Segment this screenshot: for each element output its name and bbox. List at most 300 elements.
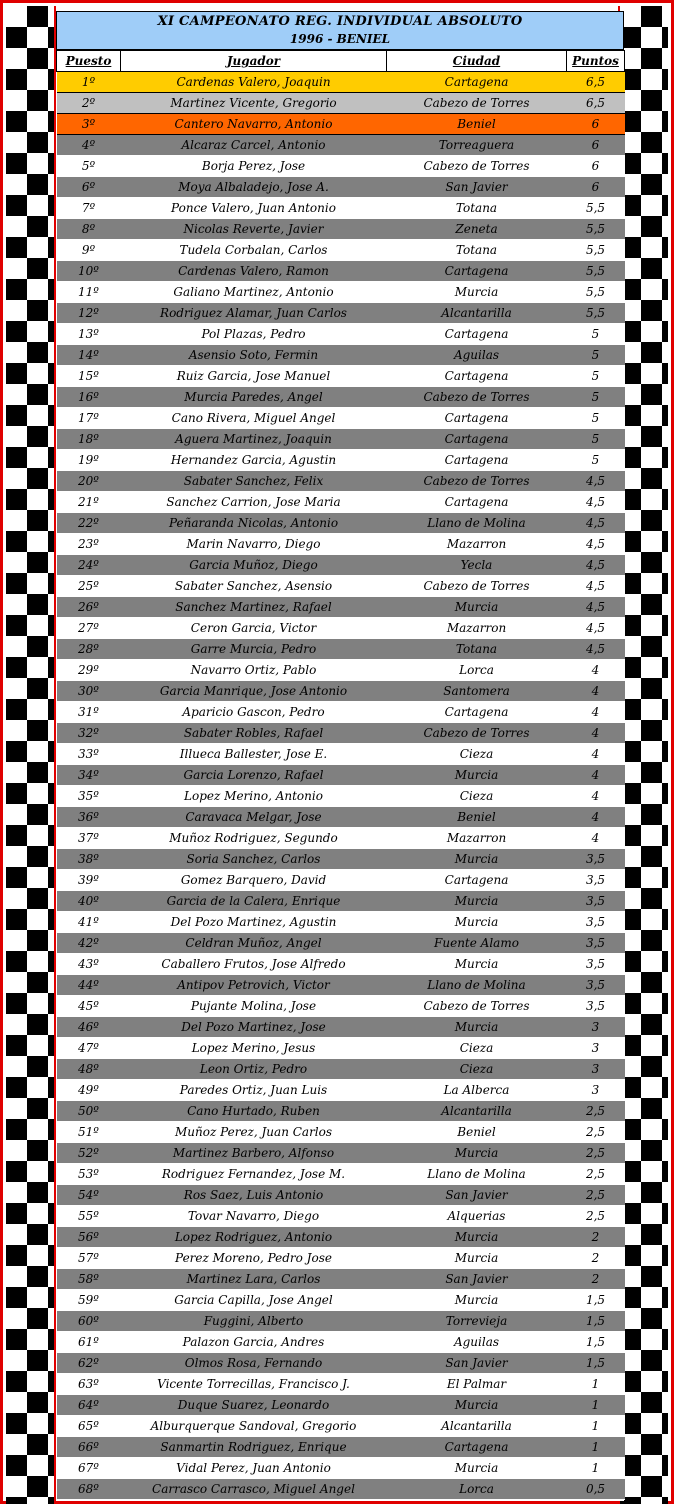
city-cell: Beniel	[387, 114, 567, 135]
championship-title: XI CAMPEONATO REG. INDIVIDUAL ABSOLUTO	[157, 14, 523, 29]
city-cell: Murcia	[387, 1143, 567, 1164]
position-cell: 59º	[57, 1290, 121, 1311]
table-row	[57, 1269, 625, 1290]
player-cell: Ruiz Garcia, Jose Manuel	[121, 366, 387, 387]
points-cell: 2,5	[567, 1101, 625, 1122]
table-row	[57, 807, 625, 828]
table-row	[57, 954, 625, 975]
position-cell: 7º	[57, 198, 121, 219]
points-cell: 6,5	[567, 72, 625, 93]
table-row	[57, 849, 625, 870]
position-cell: 47º	[57, 1038, 121, 1059]
title-banner	[56, 11, 624, 50]
player-cell: Muñoz Perez, Juan Carlos	[121, 1122, 387, 1143]
player-cell: Marin Navarro, Diego	[121, 534, 387, 555]
table-row	[57, 429, 625, 450]
points-cell: 0,5	[567, 1479, 625, 1500]
position-cell: 2º	[57, 93, 121, 114]
position-cell: 8º	[57, 219, 121, 240]
table-row	[57, 891, 625, 912]
city-cell: Cabezo de Torres	[387, 576, 567, 597]
points-cell: 4	[567, 681, 625, 702]
player-cell: Soria Sanchez, Carlos	[121, 849, 387, 870]
table-row	[57, 345, 625, 366]
table-row	[57, 1332, 625, 1353]
table-row	[57, 408, 625, 429]
player-cell: Perez Moreno, Pedro Jose	[121, 1248, 387, 1269]
points-cell: 3,5	[567, 870, 625, 891]
city-cell: San Javier	[387, 1353, 567, 1374]
position-cell: 3º	[57, 114, 121, 135]
position-cell: 63º	[57, 1374, 121, 1395]
points-cell: 4,5	[567, 513, 625, 534]
position-cell: 26º	[57, 597, 121, 618]
table-row	[57, 996, 625, 1017]
points-cell: 2,5	[567, 1122, 625, 1143]
player-cell: Nicolas Reverte, Javier	[121, 219, 387, 240]
table-row	[57, 975, 625, 996]
points-cell: 4	[567, 765, 625, 786]
position-cell: 13º	[57, 324, 121, 345]
city-cell: Zeneta	[387, 219, 567, 240]
points-cell: 2,5	[567, 1143, 625, 1164]
player-cell: Caballero Frutos, Jose Alfredo	[121, 954, 387, 975]
position-cell: 1º	[57, 72, 121, 93]
points-cell: 4,5	[567, 471, 625, 492]
city-cell: Cabezo de Torres	[387, 723, 567, 744]
player-cell: Palazon Garcia, Andres	[121, 1332, 387, 1353]
position-cell: 31º	[57, 702, 121, 723]
table-row	[57, 1248, 625, 1269]
city-cell: Totana	[387, 639, 567, 660]
table-row	[57, 933, 625, 954]
table-row	[57, 1374, 625, 1395]
points-cell: 5	[567, 408, 625, 429]
points-cell: 5,5	[567, 219, 625, 240]
position-cell: 68º	[57, 1479, 121, 1500]
position-cell: 38º	[57, 849, 121, 870]
points-cell: 2,5	[567, 1185, 625, 1206]
position-cell: 10º	[57, 261, 121, 282]
table-row	[57, 261, 625, 282]
position-cell: 30º	[57, 681, 121, 702]
position-cell: 67º	[57, 1458, 121, 1479]
table-row	[57, 1458, 625, 1479]
player-cell: Hernandez Garcia, Agustin	[121, 450, 387, 471]
table-row	[57, 1206, 625, 1227]
city-cell: Cartagena	[387, 450, 567, 471]
city-cell: El Palmar	[387, 1374, 567, 1395]
position-cell: 49º	[57, 1080, 121, 1101]
points-cell: 3,5	[567, 954, 625, 975]
player-cell: Antipov Petrovich, Victor	[121, 975, 387, 996]
position-cell: 61º	[57, 1332, 121, 1353]
position-cell: 54º	[57, 1185, 121, 1206]
points-cell: 4	[567, 723, 625, 744]
player-cell: Garcia Capilla, Jose Angel	[121, 1290, 387, 1311]
city-cell: Cartagena	[387, 702, 567, 723]
position-cell: 35º	[57, 786, 121, 807]
player-cell: Sabater Sanchez, Felix	[121, 471, 387, 492]
player-cell: Caravaca Melgar, Jose	[121, 807, 387, 828]
table-row	[57, 870, 625, 891]
points-cell: 3,5	[567, 849, 625, 870]
player-cell: Asensio Soto, Fermin	[121, 345, 387, 366]
position-cell: 24º	[57, 555, 121, 576]
position-cell: 58º	[57, 1269, 121, 1290]
position-cell: 21º	[57, 492, 121, 513]
checkered-border-right	[618, 6, 668, 1504]
city-cell: Murcia	[387, 597, 567, 618]
player-cell: Tovar Navarro, Diego	[121, 1206, 387, 1227]
position-cell: 25º	[57, 576, 121, 597]
table-row	[57, 786, 625, 807]
table-row	[57, 765, 625, 786]
points-cell: 1	[567, 1395, 625, 1416]
table-row	[57, 702, 625, 723]
table-row	[57, 618, 625, 639]
table-row	[57, 93, 625, 114]
points-cell: 4	[567, 660, 625, 681]
city-cell: Torreaguera	[387, 135, 567, 156]
city-cell: Murcia	[387, 912, 567, 933]
points-cell: 1,5	[567, 1311, 625, 1332]
city-cell: Cartagena	[387, 870, 567, 891]
event-year-location: 1996 - BENIEL	[289, 32, 391, 46]
player-cell: Garcia Manrique, Jose Antonio	[121, 681, 387, 702]
table-row	[57, 681, 625, 702]
table-row	[57, 177, 625, 198]
column-header-city: Ciudad	[387, 51, 567, 72]
city-cell: Murcia	[387, 1227, 567, 1248]
points-cell: 5,5	[567, 261, 625, 282]
table-row	[57, 744, 625, 765]
column-header-position: Puesto	[57, 51, 121, 72]
points-cell: 2,5	[567, 1206, 625, 1227]
table-header-row	[57, 51, 625, 72]
city-cell: Llano de Molina	[387, 975, 567, 996]
city-cell: Aguilas	[387, 345, 567, 366]
city-cell: Alcantarilla	[387, 1101, 567, 1122]
table-row	[57, 534, 625, 555]
player-cell: Pujante Molina, Jose	[121, 996, 387, 1017]
position-cell: 32º	[57, 723, 121, 744]
points-cell: 4,5	[567, 534, 625, 555]
points-cell: 4,5	[567, 597, 625, 618]
position-cell: 53º	[57, 1164, 121, 1185]
points-cell: 1	[567, 1437, 625, 1458]
table-row	[57, 72, 625, 93]
points-cell: 3	[567, 1017, 625, 1038]
player-cell: Sanchez Martinez, Rafael	[121, 597, 387, 618]
position-cell: 27º	[57, 618, 121, 639]
position-cell: 23º	[57, 534, 121, 555]
player-cell: Cantero Navarro, Antonio	[121, 114, 387, 135]
player-cell: Garre Murcia, Pedro	[121, 639, 387, 660]
city-cell: Lorca	[387, 1479, 567, 1500]
position-cell: 43º	[57, 954, 121, 975]
city-cell: San Javier	[387, 1185, 567, 1206]
table-row	[57, 303, 625, 324]
points-cell: 3	[567, 1080, 625, 1101]
city-cell: Murcia	[387, 282, 567, 303]
table-row	[57, 597, 625, 618]
points-cell: 1,5	[567, 1332, 625, 1353]
table-row	[57, 1101, 625, 1122]
position-cell: 56º	[57, 1227, 121, 1248]
table-row	[57, 723, 625, 744]
points-cell: 5	[567, 387, 625, 408]
position-cell: 44º	[57, 975, 121, 996]
column-header-points: Puntos	[567, 51, 625, 72]
table-row	[57, 1353, 625, 1374]
table-row	[57, 1059, 625, 1080]
table-row	[57, 324, 625, 345]
city-cell: Beniel	[387, 1122, 567, 1143]
city-cell: Lorca	[387, 660, 567, 681]
player-cell: Pol Plazas, Pedro	[121, 324, 387, 345]
table-row	[57, 1017, 625, 1038]
position-cell: 64º	[57, 1395, 121, 1416]
points-cell: 1	[567, 1416, 625, 1437]
city-cell: Mazarron	[387, 618, 567, 639]
player-cell: Lopez Merino, Antonio	[121, 786, 387, 807]
player-cell: Leon Ortiz, Pedro	[121, 1059, 387, 1080]
player-cell: Murcia Paredes, Angel	[121, 387, 387, 408]
player-cell: Vidal Perez, Juan Antonio	[121, 1458, 387, 1479]
table-row	[57, 1185, 625, 1206]
position-cell: 16º	[57, 387, 121, 408]
points-cell: 2	[567, 1248, 625, 1269]
table-row	[57, 828, 625, 849]
player-cell: Tudela Corbalan, Carlos	[121, 240, 387, 261]
city-cell: Llano de Molina	[387, 1164, 567, 1185]
table-row	[57, 450, 625, 471]
position-cell: 19º	[57, 450, 121, 471]
points-cell: 2	[567, 1269, 625, 1290]
position-cell: 42º	[57, 933, 121, 954]
player-cell: Garcia de la Calera, Enrique	[121, 891, 387, 912]
position-cell: 29º	[57, 660, 121, 681]
city-cell: San Javier	[387, 177, 567, 198]
player-cell: Moya Albaladejo, Jose A.	[121, 177, 387, 198]
city-cell: Yecla	[387, 555, 567, 576]
points-cell: 4	[567, 828, 625, 849]
city-cell: Cieza	[387, 786, 567, 807]
table-row	[57, 1479, 625, 1500]
table-row	[57, 555, 625, 576]
player-cell: Peñaranda Nicolas, Antonio	[121, 513, 387, 534]
position-cell: 6º	[57, 177, 121, 198]
city-cell: Cieza	[387, 744, 567, 765]
position-cell: 28º	[57, 639, 121, 660]
table-row	[57, 1311, 625, 1332]
player-cell: Sanmartin Rodriguez, Enrique	[121, 1437, 387, 1458]
position-cell: 50º	[57, 1101, 121, 1122]
player-cell: Del Pozo Martinez, Jose	[121, 1017, 387, 1038]
city-cell: Llano de Molina	[387, 513, 567, 534]
city-cell: Cartagena	[387, 492, 567, 513]
points-cell: 2,5	[567, 1164, 625, 1185]
position-cell: 37º	[57, 828, 121, 849]
table-row	[57, 912, 625, 933]
points-cell: 3,5	[567, 912, 625, 933]
city-cell: Cartagena	[387, 261, 567, 282]
player-cell: Vicente Torrecillas, Francisco J.	[121, 1374, 387, 1395]
city-cell: Murcia	[387, 849, 567, 870]
city-cell: Aguilas	[387, 1332, 567, 1353]
table-row	[57, 156, 625, 177]
player-cell: Martinez Vicente, Gregorio	[121, 93, 387, 114]
position-cell: 45º	[57, 996, 121, 1017]
table-row	[57, 1038, 625, 1059]
city-cell: Cabezo de Torres	[387, 387, 567, 408]
player-cell: Martinez Barbero, Alfonso	[121, 1143, 387, 1164]
position-cell: 14º	[57, 345, 121, 366]
city-cell: Totana	[387, 240, 567, 261]
player-cell: Fuggini, Alberto	[121, 1311, 387, 1332]
player-cell: Cano Hurtado, Ruben	[121, 1101, 387, 1122]
table-row	[57, 660, 625, 681]
points-cell: 3	[567, 1059, 625, 1080]
table-row	[57, 1416, 625, 1437]
points-cell: 6,5	[567, 93, 625, 114]
city-cell: Murcia	[387, 1290, 567, 1311]
city-cell: Cartagena	[387, 366, 567, 387]
points-cell: 3,5	[567, 975, 625, 996]
city-cell: Mazarron	[387, 534, 567, 555]
points-cell: 3,5	[567, 996, 625, 1017]
city-cell: Murcia	[387, 1248, 567, 1269]
player-cell: Carrasco Carrasco, Miguel Angel	[121, 1479, 387, 1500]
position-cell: 60º	[57, 1311, 121, 1332]
city-cell: Mazarron	[387, 828, 567, 849]
city-cell: Cabezo de Torres	[387, 156, 567, 177]
points-cell: 4,5	[567, 576, 625, 597]
city-cell: Beniel	[387, 807, 567, 828]
player-cell: Muñoz Rodriguez, Segundo	[121, 828, 387, 849]
table-row	[57, 1395, 625, 1416]
city-cell: Cartagena	[387, 429, 567, 450]
position-cell: 66º	[57, 1437, 121, 1458]
points-cell: 5	[567, 450, 625, 471]
position-cell: 15º	[57, 366, 121, 387]
points-cell: 3,5	[567, 891, 625, 912]
points-cell: 6	[567, 114, 625, 135]
points-cell: 1	[567, 1374, 625, 1395]
player-cell: Duque Suarez, Leonardo	[121, 1395, 387, 1416]
table-row	[57, 387, 625, 408]
table-row	[57, 639, 625, 660]
city-cell: Murcia	[387, 954, 567, 975]
position-cell: 51º	[57, 1122, 121, 1143]
player-cell: Alcaraz Carcel, Antonio	[121, 135, 387, 156]
city-cell: Alquerias	[387, 1206, 567, 1227]
city-cell: Totana	[387, 198, 567, 219]
player-cell: Cardenas Valero, Joaquin	[121, 72, 387, 93]
position-cell: 12º	[57, 303, 121, 324]
city-cell: La Alberca	[387, 1080, 567, 1101]
city-cell: Torrevieja	[387, 1311, 567, 1332]
table-row	[57, 282, 625, 303]
position-cell: 5º	[57, 156, 121, 177]
city-cell: Alcantarilla	[387, 303, 567, 324]
player-cell: Alburquerque Sandoval, Gregorio	[121, 1416, 387, 1437]
points-cell: 2	[567, 1227, 625, 1248]
table-row	[57, 492, 625, 513]
points-cell: 4,5	[567, 492, 625, 513]
checkered-border-left	[6, 6, 56, 1504]
table-row	[57, 198, 625, 219]
city-cell: Cieza	[387, 1038, 567, 1059]
points-cell: 5,5	[567, 240, 625, 261]
points-cell: 3	[567, 1038, 625, 1059]
results-sheet	[56, 11, 624, 1501]
city-cell: Cartagena	[387, 72, 567, 93]
position-cell: 57º	[57, 1248, 121, 1269]
position-cell: 20º	[57, 471, 121, 492]
position-cell: 18º	[57, 429, 121, 450]
player-cell: Rodriguez Alamar, Juan Carlos	[121, 303, 387, 324]
points-cell: 4,5	[567, 555, 625, 576]
player-cell: Cardenas Valero, Ramon	[121, 261, 387, 282]
points-cell: 5	[567, 366, 625, 387]
player-cell: Garcia Muñoz, Diego	[121, 555, 387, 576]
player-cell: Ceron Garcia, Victor	[121, 618, 387, 639]
table-row	[57, 114, 625, 135]
position-cell: 46º	[57, 1017, 121, 1038]
position-cell: 62º	[57, 1353, 121, 1374]
player-cell: Del Pozo Martinez, Agustin	[121, 912, 387, 933]
city-cell: Cartagena	[387, 1437, 567, 1458]
points-cell: 1	[567, 1458, 625, 1479]
position-cell: 55º	[57, 1206, 121, 1227]
city-cell: Cabezo de Torres	[387, 471, 567, 492]
points-cell: 1,5	[567, 1290, 625, 1311]
player-cell: Lopez Rodriguez, Antonio	[121, 1227, 387, 1248]
player-cell: Aguera Martinez, Joaquin	[121, 429, 387, 450]
player-cell: Galiano Martinez, Antonio	[121, 282, 387, 303]
position-cell: 34º	[57, 765, 121, 786]
city-cell: Cabezo de Torres	[387, 996, 567, 1017]
points-cell: 4	[567, 702, 625, 723]
points-cell: 5	[567, 324, 625, 345]
position-cell: 48º	[57, 1059, 121, 1080]
player-cell: Navarro Ortiz, Pablo	[121, 660, 387, 681]
player-cell: Sabater Sanchez, Asensio	[121, 576, 387, 597]
city-cell: Alcantarilla	[387, 1416, 567, 1437]
standings-table	[56, 50, 625, 1500]
city-cell: Murcia	[387, 1458, 567, 1479]
table-row	[57, 576, 625, 597]
points-cell: 6	[567, 135, 625, 156]
position-cell: 41º	[57, 912, 121, 933]
table-row	[57, 1164, 625, 1185]
position-cell: 9º	[57, 240, 121, 261]
table-row	[57, 219, 625, 240]
column-header-player: Jugador	[121, 51, 387, 72]
table-row	[57, 1143, 625, 1164]
table-row	[57, 1290, 625, 1311]
position-cell: 36º	[57, 807, 121, 828]
table-row	[57, 513, 625, 534]
player-cell: Ponce Valero, Juan Antonio	[121, 198, 387, 219]
city-cell: Murcia	[387, 891, 567, 912]
player-cell: Paredes Ortiz, Juan Luis	[121, 1080, 387, 1101]
points-cell: 5	[567, 429, 625, 450]
player-cell: Garcia Lorenzo, Rafael	[121, 765, 387, 786]
points-cell: 3,5	[567, 933, 625, 954]
